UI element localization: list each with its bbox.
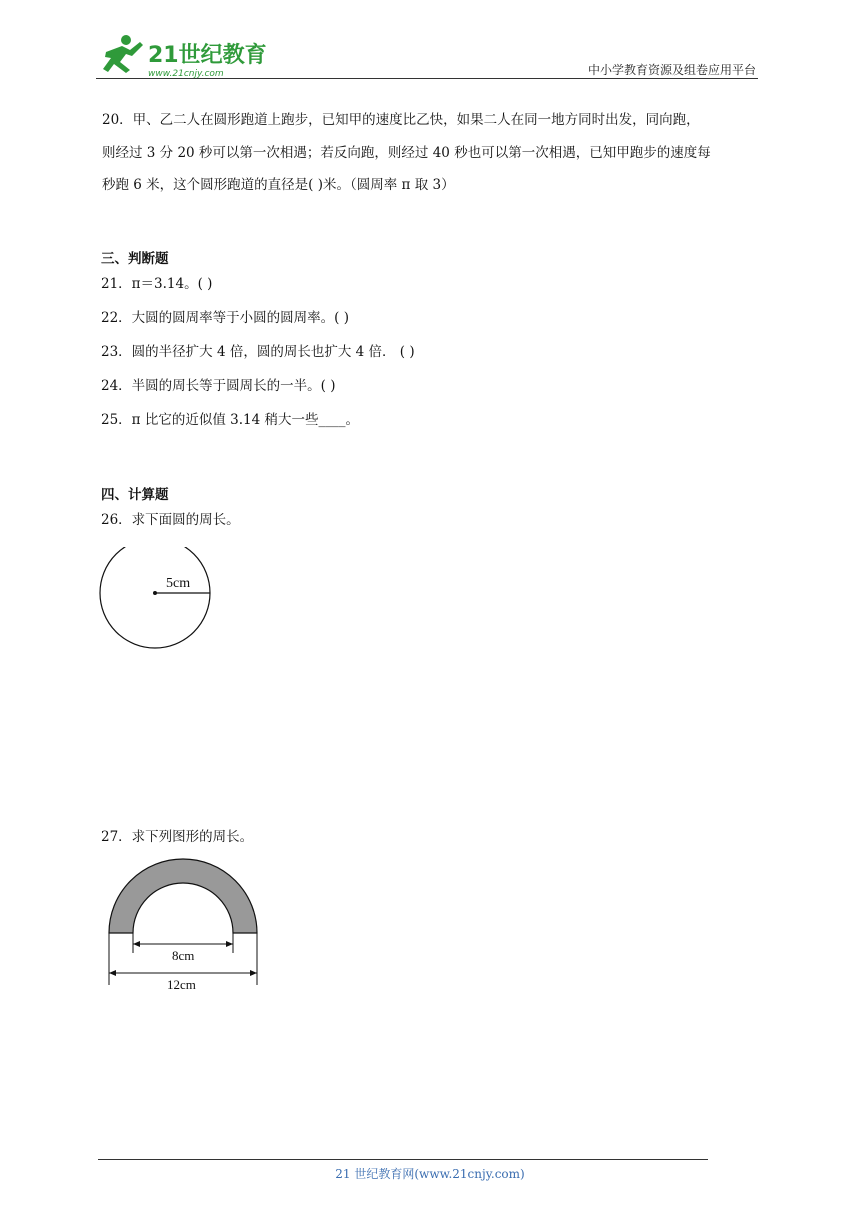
question-20-line-1: 20．甲、乙二人在圆形跑道上跑步，已知甲的速度比乙快，如果二人在同一地方同时出发，同向跑， bbox=[102, 112, 700, 128]
circle-shape bbox=[100, 547, 210, 648]
header-divider bbox=[96, 78, 758, 79]
question-25: 25．π 比它的近似值 3.14 稍大一些____。 bbox=[101, 412, 359, 428]
question-20 bbox=[102, 104, 762, 202]
footer-link[interactable]: 21 世纪教育网(www.21cnjy.com) bbox=[335, 1167, 525, 1181]
logo-text: 21世纪教育 bbox=[148, 43, 266, 68]
logo-url: www.21cnjy.com bbox=[148, 69, 224, 79]
section-4-title: 四、计算题 bbox=[101, 487, 169, 503]
radius-label: 5cm bbox=[166, 576, 191, 591]
circle-figure bbox=[96, 547, 216, 651]
question-22: 22．大圆的圆周率等于小圆的圆周率。( ) bbox=[101, 310, 350, 326]
inner-diameter-label: 8cm bbox=[172, 948, 195, 963]
outer-diameter-label: 12cm bbox=[167, 977, 196, 992]
shaded-ring bbox=[109, 859, 257, 933]
semi-ring-figure bbox=[104, 850, 264, 995]
question-24: 24．半圆的周长等于圆周长的一半。( ) bbox=[101, 378, 336, 394]
footer-divider bbox=[98, 1159, 708, 1160]
question-20-line-2: 则经过 3 分 20 秒可以第一次相遇；若反向跑，则经过 40 秒也可以第一次相遇，已知甲跑步的速度每 bbox=[102, 144, 711, 161]
site-logo bbox=[96, 32, 266, 82]
question-23: 23．圆的半径扩大 4 倍，圆的周长也扩大 4 倍． ( ) bbox=[101, 344, 415, 360]
question-27: 27．求下列图形的周长。 bbox=[101, 829, 254, 845]
runner-icon bbox=[103, 35, 143, 73]
section-3-title: 三、判断题 bbox=[101, 251, 169, 267]
question-26: 26．求下面圆的周长。 bbox=[101, 512, 240, 528]
question-21: 21．π＝3.14。( ) bbox=[101, 276, 213, 292]
platform-name: 中小学教育资源及组卷应用平台 bbox=[587, 63, 756, 77]
question-20-line-3: 秒跑 6 米，这个圆形跑道的直径是( )米。（圆周率 π 取 3） bbox=[102, 177, 455, 193]
